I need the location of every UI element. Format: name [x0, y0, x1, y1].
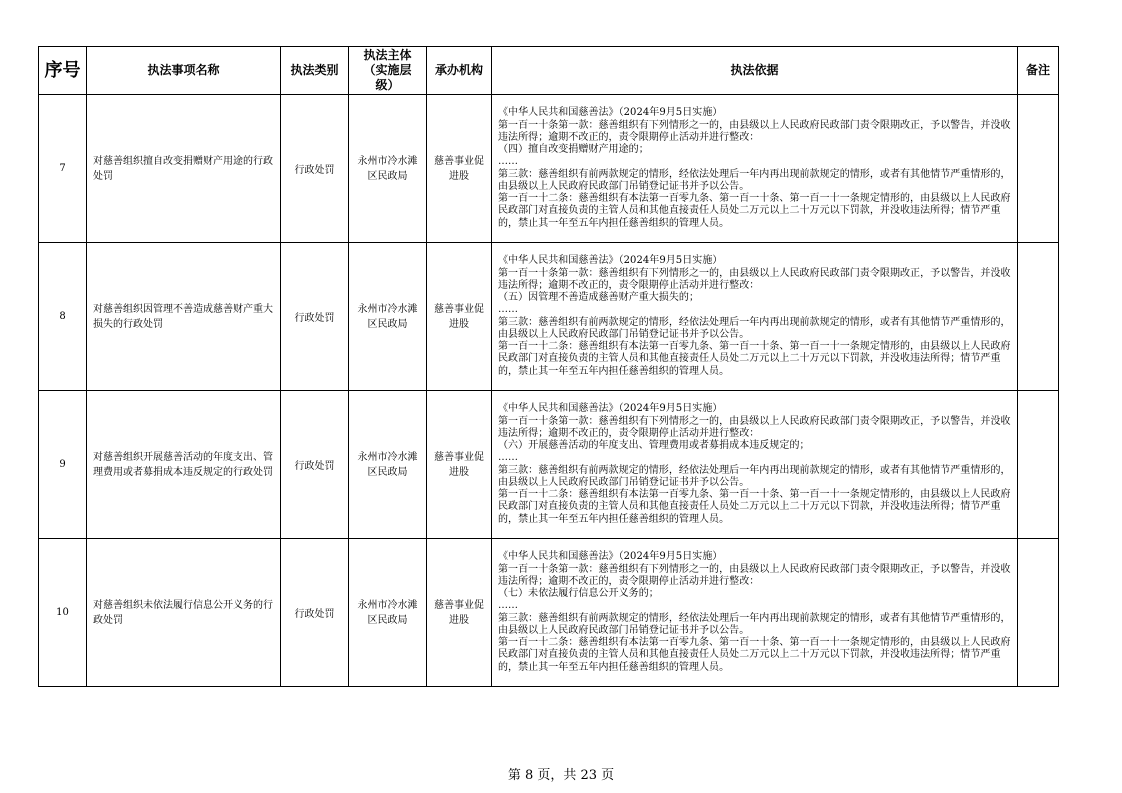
- basis-item: （五）因管理不善造成慈善财产重大损失的；: [498, 292, 699, 303]
- row-basis: [492, 391, 1018, 539]
- basis-law-title: 《中华人民共和国慈善法》（2024年9月5日实施）: [498, 255, 723, 267]
- basis-article-112: 第一百一十二条：慈善组织有本法第一百零九条、第一百一十条、第一百一十一条规定情形的，由县级以上人民政府民政部门对直接负责的主管人员和其他直接责任人员处二万元以上二十万元以下罚款，并没收违法所得；情节严重的，禁止其一年至五年内担任慈善组织的管理人员。: [498, 489, 1011, 525]
- row-category: 行政处罚: [281, 95, 349, 243]
- table-row: [39, 391, 1059, 539]
- header-subject: 执法主体（实施层级）: [349, 47, 427, 95]
- enforcement-table: [38, 46, 1059, 687]
- basis-law-title: 《中华人民共和国慈善法》（2024年9月5日实施）: [498, 551, 723, 563]
- row-basis: [492, 539, 1018, 687]
- header-row: [39, 47, 1059, 95]
- row-subject: 永州市冷水滩区民政局: [349, 391, 427, 539]
- row-subject: 永州市冷水滩区民政局: [349, 243, 427, 391]
- row-remarks: [1018, 391, 1059, 539]
- row-name: 对慈善组织未依法履行信息公开义务的行政处罚: [87, 539, 281, 687]
- row-name: 对慈善组织开展慈善活动的年度支出、管理费用或者募捐成本违反规定的行政处罚: [87, 391, 281, 539]
- basis-clause: 第一百一十条第一款：慈善组织有下列情形之一的，由县级以上人民政府民政部门责令限期改正，予以警告，并没收违法所得；逾期不改正的，责令限期停止活动并进行整改：: [498, 119, 1011, 143]
- header-remarks: 备注: [1018, 47, 1059, 95]
- header-basis: 执法依据: [492, 47, 1018, 95]
- basis-item: （六）开展慈善活动的年度支出、管理费用或者募捐成本违反规定的；: [498, 440, 810, 451]
- row-remarks: [1018, 243, 1059, 391]
- row-basis: [492, 95, 1018, 243]
- row-basis: [492, 243, 1018, 391]
- header-name: 执法事项名称: [87, 47, 281, 95]
- basis-article-112: 第一百一十二条：慈善组织有本法第一百零九条、第一百一十条、第一百一十一条规定情形的，由县级以上人民政府民政部门对直接负责的主管人员和其他直接责任人员处二万元以上二十万元以下罚款，并没收违法所得；情节严重的，禁止其一年至五年内担任慈善组织的管理人员。: [498, 637, 1011, 673]
- basis-clause: 第一百一十条第一款：慈善组织有下列情形之一的，由县级以上人民政府民政部门责令限期改正，予以警告，并没收违法所得；逾期不改正的，责令限期停止活动并进行整改：: [498, 267, 1011, 291]
- row-dept: 慈善事业促进股: [427, 243, 492, 391]
- basis-law-title: 《中华人民共和国慈善法》（2024年9月5日实施）: [498, 403, 723, 415]
- row-dept: 慈善事业促进股: [427, 95, 492, 243]
- row-no: 9: [39, 391, 87, 539]
- basis-ellipsis: ……: [498, 452, 519, 464]
- basis-article-112: 第一百一十二条：慈善组织有本法第一百零九条、第一百一十条、第一百一十一条规定情形的，由县级以上人民政府民政部门对直接负责的主管人员和其他直接责任人员处二万元以上二十万元以下罚款，并没收违法所得；情节严重的，禁止其一年至五年内担任慈善组织的管理人员。: [498, 193, 1011, 229]
- basis-clause: 第一百一十条第一款：慈善组织有下列情形之一的，由县级以上人民政府民政部门责令限期改正，予以警告，并没收违法所得；逾期不改正的，责令限期停止活动并进行整改：: [498, 563, 1011, 587]
- basis-item: （四）擅自改变捐赠财产用途的；: [498, 144, 649, 155]
- row-remarks: [1018, 95, 1059, 243]
- basis-law-title: 《中华人民共和国慈善法》（2024年9月5日实施）: [498, 107, 723, 119]
- page-footer: 第 8 页，共 23 页: [507, 768, 615, 783]
- basis-article-112: 第一百一十二条：慈善组织有本法第一百零九条、第一百一十条、第一百一十一条规定情形的，由县级以上人民政府民政部门对直接负责的主管人员和其他直接责任人员处二万元以上二十万元以下罚款，并没收违法所得；情节严重的，禁止其一年至五年内担任慈善组织的管理人员。: [498, 341, 1011, 377]
- row-category: 行政处罚: [281, 243, 349, 391]
- basis-ellipsis: ……: [498, 304, 519, 316]
- row-subject: 永州市冷水滩区民政局: [349, 539, 427, 687]
- basis-clause: 第一百一十条第一款：慈善组织有下列情形之一的，由县级以上人民政府民政部门责令限期改正，予以警告，并没收违法所得；逾期不改正的，责令限期停止活动并进行整改：: [498, 415, 1011, 439]
- row-dept: 慈善事业促进股: [427, 391, 492, 539]
- basis-ellipsis: ……: [498, 600, 519, 612]
- row-name: 对慈善组织擅自改变捐赠财产用途的行政处罚: [87, 95, 281, 243]
- header-category: 执法类别: [281, 47, 349, 95]
- table-row: [39, 539, 1059, 687]
- header-no: 序号: [39, 47, 87, 95]
- basis-ellipsis: ……: [498, 156, 519, 168]
- row-remarks: [1018, 539, 1059, 687]
- basis-clause-3: 第三款：慈善组织有前两款规定的情形，经依法处理后一年内再出现前款规定的情形，或者有其他情节严重情形的，由县级以上人民政府民政部门吊销登记证书并予以公告。: [498, 612, 1011, 636]
- header-dept: 承办机构: [427, 47, 492, 95]
- basis-clause-3: 第三款：慈善组织有前两款规定的情形，经依法处理后一年内再出现前款规定的情形，或者有其他情节严重情形的，由县级以上人民政府民政部门吊销登记证书并予以公告。: [498, 464, 1011, 488]
- row-dept: 慈善事业促进股: [427, 539, 492, 687]
- row-category: 行政处罚: [281, 391, 349, 539]
- basis-clause-3: 第三款：慈善组织有前两款规定的情形，经依法处理后一年内再出现前款规定的情形，或者有其他情节严重情形的，由县级以上人民政府民政部门吊销登记证书并予以公告。: [498, 316, 1011, 340]
- row-category: 行政处罚: [281, 539, 349, 687]
- basis-item: （七）未依法履行信息公开义务的；: [498, 588, 659, 599]
- row-no: 7: [39, 95, 87, 243]
- table-row: [39, 243, 1059, 391]
- basis-clause-3: 第三款：慈善组织有前两款规定的情形，经依法处理后一年内再出现前款规定的情形，或者有其他情节严重情形的，由县级以上人民政府民政部门吊销登记证书并予以公告。: [498, 168, 1011, 192]
- table-row: [39, 95, 1059, 243]
- row-name: 对慈善组织因管理不善造成慈善财产重大损失的行政处罚: [87, 243, 281, 391]
- row-no: 8: [39, 243, 87, 391]
- row-subject: 永州市冷水滩区民政局: [349, 95, 427, 243]
- row-no: 10: [39, 539, 87, 687]
